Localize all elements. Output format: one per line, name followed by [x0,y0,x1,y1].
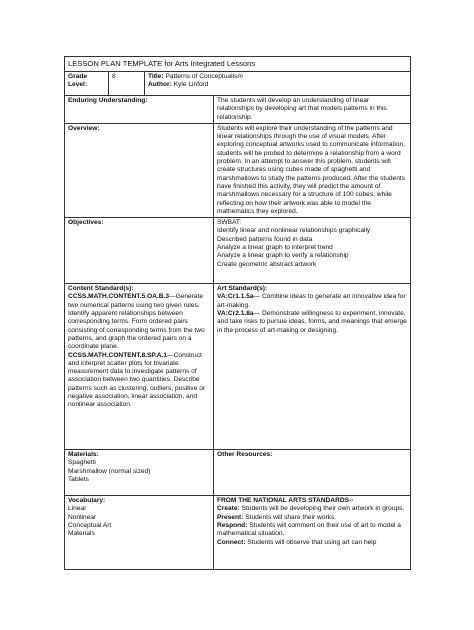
vocabulary-item: Materials [68,530,95,538]
respond-standard: Respond: Students will comment on their use of art to model a mathematical situation. [217,522,401,538]
create-standard: Create: Students will be developing their own artwork in groups. [217,505,405,513]
materials-item: Marshmallow (normal sized) [68,467,151,475]
art-standards-cell [214,284,411,450]
objective-item: Create geometric abstract artwork [217,260,317,268]
materials-item: Spaghetti [68,459,96,467]
connect-standard: Connect: Students will observe that using art can help [217,538,377,546]
national-arts-heading: FROM THE NATIONAL ARTS STANDARDS-- [217,497,354,505]
other-resources-label: Other Resources: [217,451,273,459]
art-standard-1: VA:Cr1.1.5a— Combine ideas to generate an innovative idea for art-making. [217,293,406,309]
vocabulary-cell [65,496,214,570]
overview-label: Overview: [65,123,214,217]
materials-item: Tablets [68,476,89,484]
lesson-plan-table [64,56,411,570]
title-label: Title: [148,73,164,80]
objectives-label: Objectives: [65,218,214,284]
enduring-understanding-text: The students will develop an understanding of linear relationships by developing art that models patterns in this relationship. [214,96,411,124]
art-standards-label: Art Standard(s): [217,285,268,293]
other-resources-cell [214,450,411,496]
author-label: Author: [148,81,172,89]
title-value: Patterns of Conceptualism [165,73,243,80]
lesson-plan-page [64,56,410,570]
objective-item: SWBAT: [217,219,242,227]
document-title: LESSON PLAN TEMPLATE for Arts Integrated Lessons [65,57,411,72]
author-value: Kyle Linford [173,81,209,89]
materials-label: Materials: [68,451,99,459]
grade-level-value: 8 [109,72,145,96]
vocabulary-item: Linear [68,505,87,513]
title-author-cell [145,72,411,96]
vocabulary-label: Vocabulary: [68,497,106,505]
national-arts-standards-cell [214,496,411,570]
content-standards-cell [65,284,214,450]
overview-text: Students will explore their understanding of the patterns and linear relationships through the use of visual models. After exploring conceptual artworks used to communicate information, students will be probed to determine a relationship from a word problem. In an attempt to answer this problem, students will create structures using cubes made of spaghetti and marshmallows to study the patterns produced. After the students have finished this activity, they will predict the amount of marshmallows necessary for a structure of 100 cubes, while reflecting on how their artwork was able to model the mathematics they explored. [214,123,411,217]
content-standard-1: CCSS.MATH.CONTENT.5.OA.B.3—Generate two numerical patterns using two given rules. Identify apparent relationships between corresponding terms. Form ordered pairs consisting of corresponding terms from the two patterns, and graph the ordered pairs on a coordinate plane. [68,293,205,351]
content-standard-2: CCSS.MATH.CONTENT.8.SP.A.1—Construct and interpret scatter plots for bivariate measurement data to investigate patterns of association between two quantities. Describe patterns such as clustering, outliers, positive or negative association, linear association, and nonlinear association. [68,351,206,409]
objective-item: Analyze a linear graph to interpret trend [217,244,333,252]
vocabulary-item: Conceptual Art [68,522,112,530]
materials-cell [65,450,214,496]
content-standards-label: Content Standard(s): [68,285,134,293]
present-standard: Present: Students will share their works. [217,513,337,521]
objectives-list [214,218,411,284]
enduring-understanding-label: Enduring Understanding: [65,96,214,124]
art-standard-2: VA:Cr2.1.8a— Demonstrate willingness to experiment, innovate, and take risks to pursue ideas, forms, and meanings that emerge in the process of art-making or designing. [217,310,407,334]
objective-item: Identify linear and nonlinear relationships graphically [217,227,371,235]
objective-item: Analyze a linear graph to verify a relationship [217,252,349,260]
grade-level-label: Grade Level: [65,72,109,96]
objective-item: Described patterns found in data [217,235,313,243]
vocabulary-item: Nonlinear [68,513,97,521]
